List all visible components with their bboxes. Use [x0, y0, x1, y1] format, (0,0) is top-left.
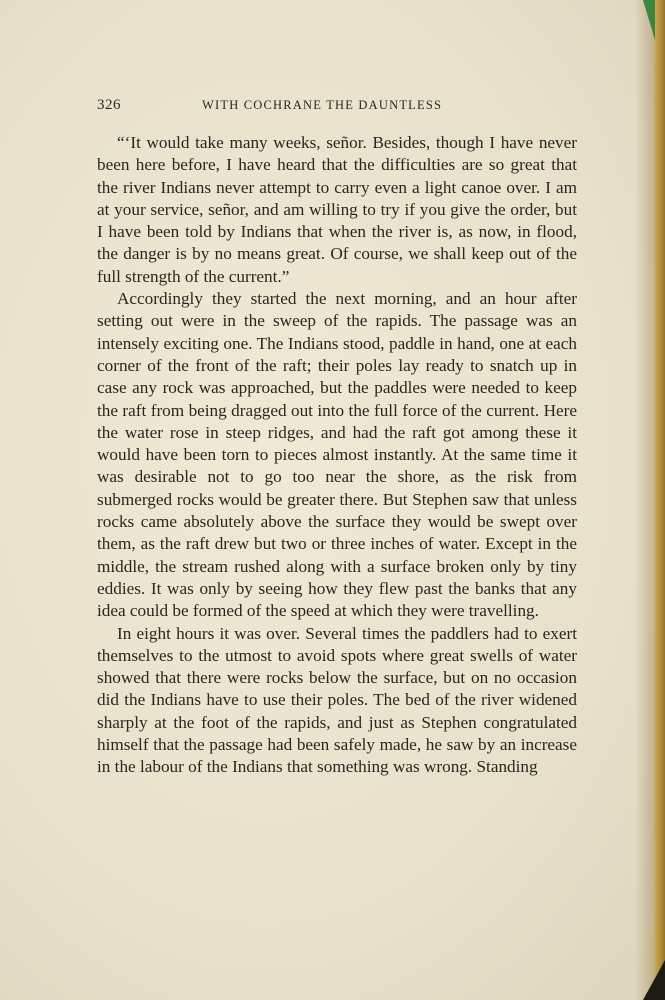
- paragraph-2: Accordingly they started the next morning, and an hour after setting out were in the sweep of the rapids. The passage was an intensely exciting one. The Indians stood, paddle in hand, one at each corner of the front of the raft; their poles lay ready to snatch up in case any rock was approached, but the paddles were needed to keep the raft from being dragged out into the full force of the current. Here the water rose in steep ridges, and had the raft got among these it would have been torn to pieces almost instantly. At the same time it was desirable not to go too near the shore, as the risk from submerged rocks would be greater there. But Stephen saw that unless rocks came absolutely above the surface they would be swept over them, as the raft drew but two or three inches of water. Except in the middle, the stream rushed along with a surface broken only by tiny eddies. It was only by seeing how they flew past the banks that any idea could be formed of the speed at which they were travelling.: [97, 289, 577, 621]
- body-text: [97, 132, 577, 779]
- page-number: 326: [97, 97, 121, 113]
- top-corner-mark: [643, 0, 655, 40]
- running-title: WITH COCHRANE THE DAUNTLESS: [202, 98, 443, 112]
- bottom-corner-mark: [643, 960, 665, 1000]
- paragraph-1: “‘It would take many weeks, señor. Besides, though I have never been here before, I have heard that the difficulties are so great that the river Indians never attempt to carry even a light canoe over. I am at your service, señor, and am willing to try if you give the order, but I have been told by Indians that when the river is, as now, in flood, the danger is by no means great. Of course, we shall keep out of the full strength of the current.”: [97, 133, 577, 286]
- book-spine-edge: [655, 0, 665, 1000]
- page-header: [97, 97, 577, 117]
- paragraph-3: In eight hours it was over. Several times the paddlers had to exert themselves to the utmost to avoid spots where great swells of water showed that there were rocks below the surface, but on no occasion did the Indians have to use their poles. The bed of the river widened sharply at the foot of the rapids, and just as Stephen congratulated himself that the passage had been safely made, he saw by an increase in the labour of the Indians that something was wrong. Standing: [97, 623, 577, 777]
